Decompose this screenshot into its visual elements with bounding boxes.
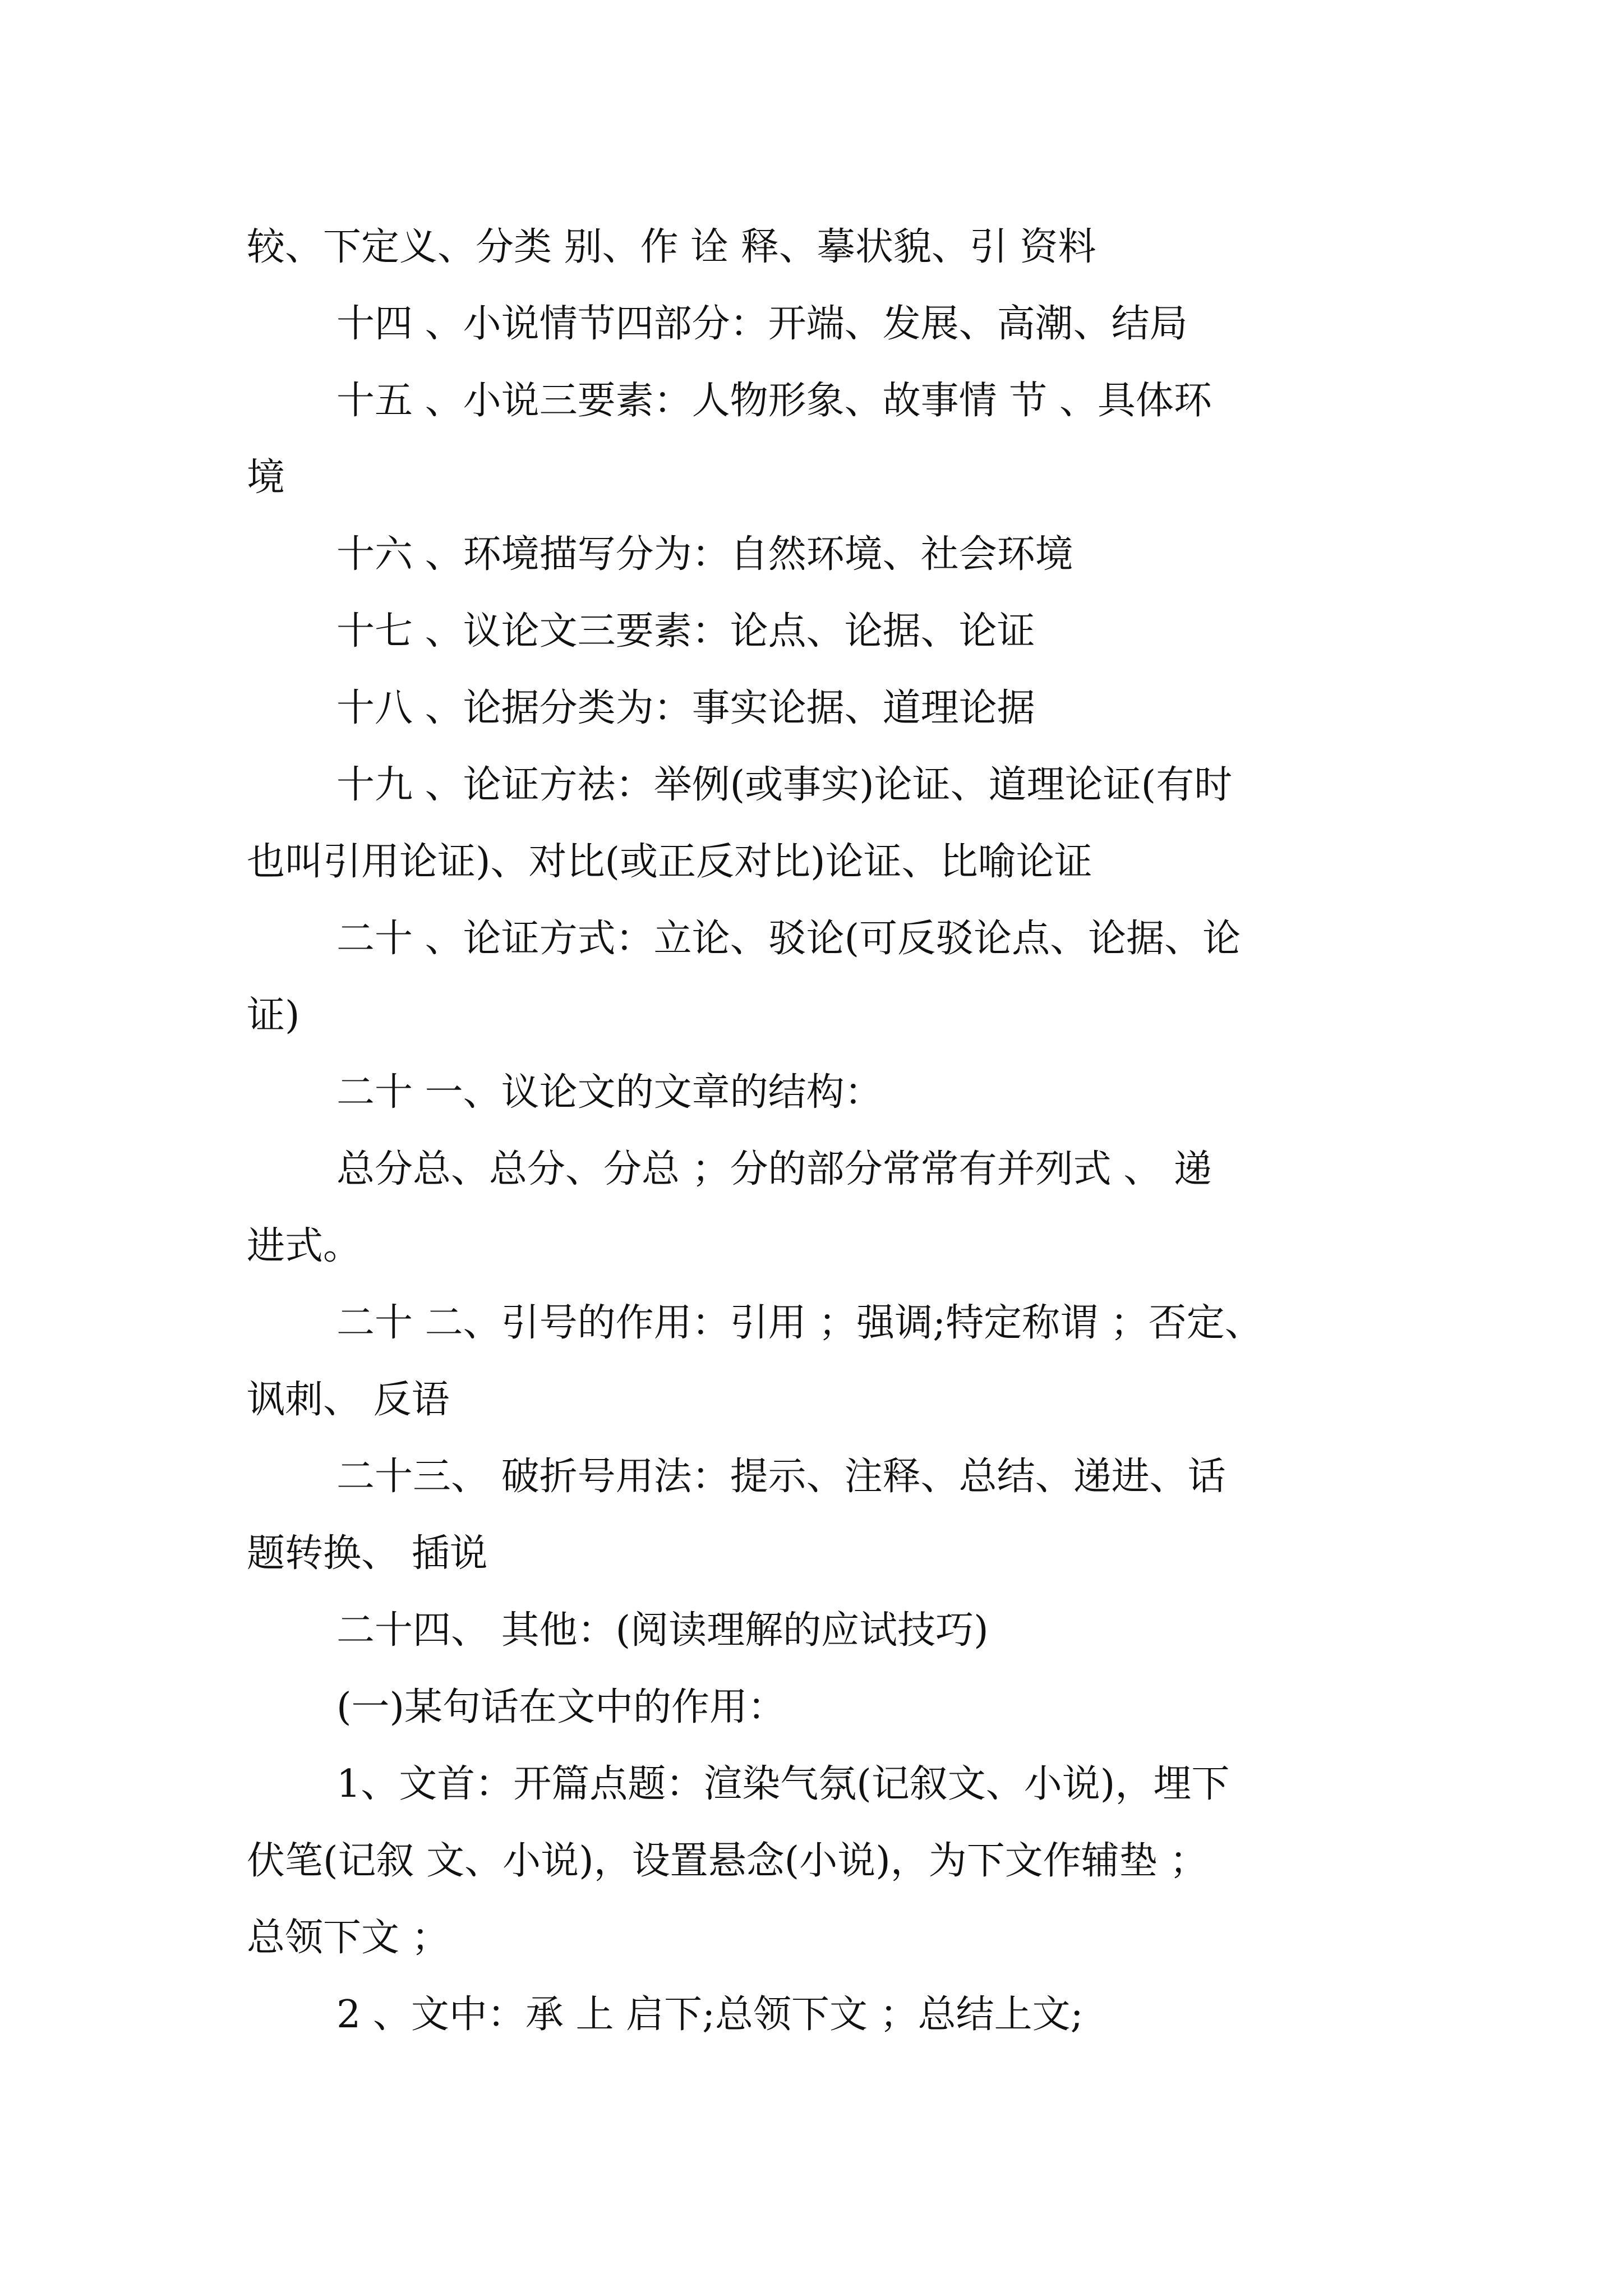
text-line: 2 、文中：承 上 启下;总领下文 ；总结上文; [336, 1993, 1083, 2037]
text-line: 进式。 [247, 1224, 362, 1268]
text-line: 十九 、论证方祛：举例(或事实)论证、道理论证(有时 [336, 763, 1233, 807]
text-line: 较、下定义、分类 别、作 诠 释、摹状貌、引 资料 [247, 225, 1096, 269]
text-line: 二十 一、议论文的文章的结构： [336, 1070, 883, 1115]
text-line: 十五 、小说三要素：人物形象、故事情 节 、具体环 [336, 379, 1212, 423]
text-line: 总分总、总分、分总 ；分的部分常常有并列式 、 递 [336, 1147, 1212, 1191]
text-line: 二十四、 其他：(阅读理解的应试技巧) [336, 1608, 989, 1653]
text-line: 十六 、环境描写分为：自然环境、社会环境 [336, 532, 1073, 577]
text-line: 二十 、论证方式：立论、驳论(可反驳论点、论据、论 [336, 917, 1241, 961]
text-line: 讽刺、 反语 [247, 1378, 450, 1422]
text-line: 十七 、议论文三要素：论点、论据、论证 [336, 609, 1035, 654]
text-line: 伏笔(记叙 文、小说)，设置悬念(小说)，为下文作辅垫 ； [247, 1839, 1208, 1883]
document-body [247, 209, 1385, 2053]
text-line: 也叫引用论证)、对比(或正反对比)论证、比喻论证 [247, 840, 1092, 884]
text-line: 1、文首：开篇点题：渲染气氛(记叙文、小说)，埋下 [336, 1762, 1230, 1806]
text-line: 证) [247, 993, 300, 1038]
text-line: (一)某句话在文中的作用： [336, 1685, 786, 1729]
text-line: 二十三、 破折号用法：提示、注释、总结、递进、话 [336, 1455, 1226, 1499]
text-line: 十四 、小说情节四部分：开端、发展、高潮、结局 [336, 302, 1188, 346]
text-line: 境 [247, 455, 285, 500]
text-line: 十八 、论据分类为：事实论据、道理论据 [336, 686, 1035, 730]
text-line: 总领下文 ； [247, 1916, 450, 1960]
text-line: 题转换、 插说 [247, 1531, 488, 1576]
text-line: 二十 二、引号的作用：引用 ；强调;特定称谓 ；否定、 [336, 1301, 1263, 1345]
